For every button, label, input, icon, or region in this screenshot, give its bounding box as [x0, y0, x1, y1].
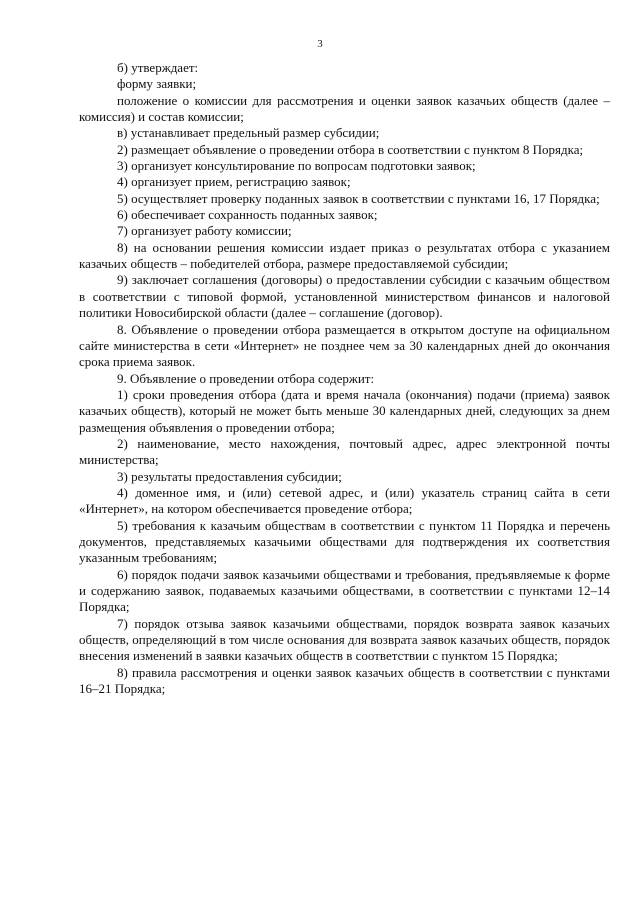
paragraph: 5) требования к казачьим обществам в соответствии с пунктом 11 Порядка и перечень документов, представляемых казачьими обществами для подтверждения их соответствия указанным требованиям;: [79, 517, 610, 566]
paragraph: 3) организует консультирование по вопросам подготовки заявок;: [117, 158, 476, 174]
paragraph: 8) на основании решения комиссии издает приказ о результатах отбора с указанием казачьих обществ – победителей отбора, размере предоставляемой субсидии;: [79, 239, 610, 272]
paragraph: 2) наименование, место нахождения, почтовый адрес, адрес электронной почты министерства;: [79, 435, 610, 468]
paragraph: положение о комиссии для рассмотрения и оценки заявок казачьих обществ (далее – комиссия) и состав комиссии;: [79, 92, 610, 125]
paragraph: в) устанавливает предельный размер субсидии;: [117, 125, 380, 141]
paragraph: 9) заключает соглашения (договоры) о предоставлении субсидии с казачьим обществом в соответствии с типовой формой, установленной министерством финансов и налоговой политики Новосибирской области (далее – соглашение (договор).: [79, 272, 610, 321]
paragraph: 1) сроки проведения отбора (дата и время начала (окончания) подачи (приема) заявок казачьих обществ), который не может быть меньше 30 календарных дней, следующих за днем размещения объявления о проведении отбора;: [79, 386, 610, 435]
paragraph: 2) размещает объявление о проведении отбора в соответствии с пунктом 8 Порядка;: [117, 141, 584, 157]
page-number: 3: [317, 38, 323, 50]
paragraph: 6) обеспечивает сохранность поданных заявок;: [117, 207, 378, 223]
paragraph: 8) правила рассмотрения и оценки заявок казачьих обществ в соответствии с пунктами 16–21 Порядка;: [79, 664, 610, 697]
paragraph: 7) порядок отзыва заявок казачьими обществами, порядок возврата заявок казачьих обществ, определяющий в том числе основания для возврата заявок казачьих обществ, порядок внесения изменений в заявки казачьих обществ в соответствии с пунктом 15 Порядка;: [79, 615, 611, 664]
paragraph: 7) организует работу комиссии;: [117, 223, 292, 239]
paragraph: 9. Объявление о проведении отбора содержит:: [117, 370, 375, 386]
paragraph: б) утверждает:: [117, 60, 199, 75]
paragraph: 4) организует прием, регистрацию заявок;: [117, 174, 351, 190]
paragraph: 6) порядок подачи заявок казачьими обществами и требования, предъявляемые к форме и содержанию заявок, подаваемых казачьими обществами, в соответствии с пунктами 12–14 Порядка;: [79, 566, 610, 615]
paragraph: 4) доменное имя, и (или) сетевой адрес, и (или) указатель страниц сайта в сети «Интернет», на котором обеспечивается проведение отбора;: [79, 484, 610, 517]
paragraph: форму заявки;: [117, 76, 197, 92]
paragraph: 3) результаты предоставления субсидии;: [117, 468, 342, 484]
paragraph: 5) осуществляет проверку поданных заявок в соответствии с пунктами 16, 17 Порядка;: [117, 190, 600, 206]
paragraph: 8. Объявление о проведении отбора размещается в открытом доступе на официальном сайте министерства в сети «Интернет» не позднее чем за 30 календарных дней до окончания срока приема заявок.: [79, 321, 610, 370]
document-body: [79, 60, 610, 697]
